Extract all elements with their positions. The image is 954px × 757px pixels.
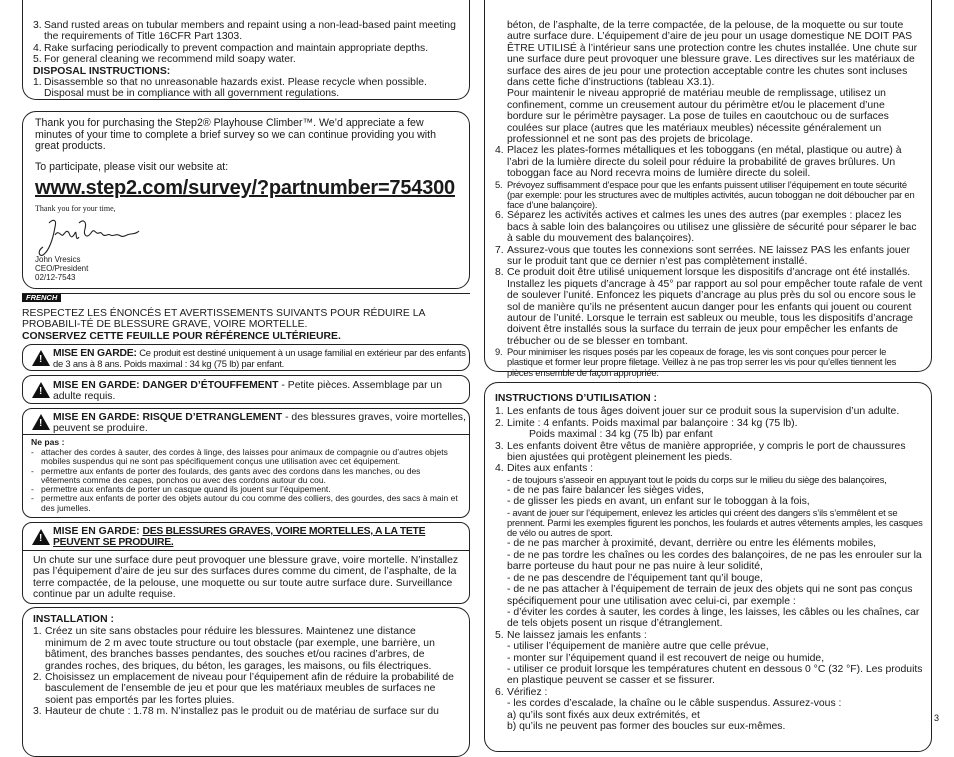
bullet-dash: -	[31, 493, 34, 504]
list-item	[495, 508, 923, 539]
warning-text: - des blessures graves, voire mortelles, peuvent se produire.	[53, 412, 466, 435]
item-number	[495, 607, 507, 630]
item-text: Rake surfacing periodically to prevent compaction and maintain appropriate depths.	[44, 42, 429, 54]
item-number: 1.	[33, 626, 42, 638]
item-number	[495, 710, 507, 721]
list-item	[495, 406, 923, 417]
item-text: - de glisser les pieds en avant, un enfant sur le toboggan à la fois,	[507, 496, 810, 508]
list-item	[495, 267, 923, 347]
warning-text: Ce produit est destiné uniquement à un usage familial en extérieur par des enfants de 3 ans à 8 ans. Poids maximal : 34 kg (75 lb) par enfant.	[53, 347, 466, 370]
list-item	[495, 630, 923, 641]
item-text: Vérifiez :	[507, 686, 548, 698]
item-number: 9.	[495, 346, 503, 358]
item-text: - utiliser l’équipement de manière autre que celle prévue,	[507, 641, 769, 653]
ne-pas-text: permettre aux enfants de porter un casque quand ils jouent sur l’équipement.	[41, 484, 331, 495]
item-text: Hauteur de chute : 1.78 m. N’installez pas le produit ou de matériau de surface sur du	[45, 706, 439, 718]
list-item	[495, 538, 923, 549]
item-number	[495, 721, 507, 732]
installation-box	[22, 607, 470, 757]
item-text: - les cordes d’escalade, la chaîne ou le câble suspendus. Assurez-vous :	[507, 698, 842, 710]
list-item	[495, 550, 923, 573]
bullet-dash: -	[31, 484, 34, 495]
bullet-dash: -	[31, 465, 34, 476]
item-text: Les enfants doivent être vêtus de manière appropriée, y compris le port de chaussures bien ajustées qui protègent pleinement les pieds.	[507, 440, 906, 464]
disposal-title: DISPOSAL INSTRUCTIONS:	[33, 65, 171, 77]
item-number: 4.	[495, 145, 504, 157]
survey-url-link[interactable]: www.step2.com/survey/?partnumber=754300	[35, 177, 455, 200]
item-number	[495, 550, 507, 573]
item-text: Assurez-vous que toutes les connexions sont serrées. NE laissez PAS les enfants jouer sur le produit tant que ce dernier n’est pas complètement installé.	[507, 244, 910, 267]
item-text: - monter sur l’équipement quand il est recouvert de neige ou humide,	[507, 652, 825, 664]
list-item	[495, 641, 923, 652]
usage-title: INSTRUCTIONS D’UTILISATION :	[495, 393, 658, 404]
item-number: 6.	[495, 686, 504, 698]
list-item	[495, 607, 923, 630]
item-number	[495, 508, 507, 539]
item-text: Prévoyez suffisamment d’espace pour que les enfants puissent utiliser l’équipement en toute sécurité (par exemple: pour les structures avec de multiples activités, aucun toboggan ne doit déboucher par en face d’une balançoire).	[507, 178, 915, 211]
warning-label: MISE EN GARDE:	[53, 526, 140, 537]
warning-usage-box	[22, 344, 470, 371]
signer-title: CEO/President	[35, 264, 89, 273]
item-number: 2.	[495, 417, 504, 429]
list-item	[33, 20, 459, 43]
warning-head-injury-box	[22, 522, 470, 604]
page-number: 3	[934, 713, 940, 723]
warning-triangle-icon: !	[32, 382, 50, 398]
usage-instructions-box	[484, 382, 932, 752]
warning-label: MISE EN GARDE: RISQUE D’ETRANGLEMENT	[53, 412, 283, 423]
item-number	[495, 496, 507, 507]
list-item	[495, 664, 923, 687]
list-item	[495, 429, 923, 440]
ne-pas-item	[31, 494, 461, 513]
item-text: Ne laissez jamais les enfants :	[507, 629, 647, 641]
list-item	[495, 584, 923, 607]
list-item	[495, 687, 923, 698]
item-text: - de ne pas faire balancer les sièges vides,	[507, 485, 704, 497]
item-text: b) qu’ils ne peuvent pas former des boucles sur eux-mêmes.	[507, 720, 786, 732]
list-item	[495, 475, 923, 485]
survey-box	[22, 111, 470, 289]
list-item	[495, 347, 923, 378]
installation-cont-text: béton, de l’asphalte, de la terre compactée, de la pelouse, de la moquette ou sur toute autre surface dure. L’équipement d’aire de jeu pour un usage domestique NE DOIT PAS ÊTRE UTILISÉ à l’intérieur sans une protection contre les chutes installée. Une chute sur une surface dure peut provoquer une blessure grave. Les directives sur les matériaux de surface des aires de jeu pour une protection acceptable contre les chutes sont incluses dans cette fiche d’instructions (tableau X3.1).	[507, 20, 918, 89]
list-item	[495, 145, 923, 179]
ne-pas-text: permettre aux enfants de porter des objets autour du cou comme des colliers, des gourdes, des sacs à main et des jumelles.	[41, 493, 458, 513]
survey-intro: Thank you for purchasing the Step2® Playhouse Climber™. We’d appreciate a few minutes of your time to complete a brief survey so we can continue providing you with great products.	[35, 117, 436, 153]
item-number	[495, 653, 507, 664]
item-text: Placez les plates-formes métalliques et les toboggans (en métal, plastique ou autre) à l’abri de la lumière directe du soleil pour réduire la probabilité de graves brûlures. Un toboggan face au Nord recevra moins de lumière directe du soleil.	[507, 145, 902, 180]
warning-text: - Petite pièces. Assemblage par un adulte requis.	[53, 380, 442, 403]
list-item	[495, 245, 923, 268]
item-text: Limite : 4 enfants. Poids maximal par balançoire : 34 kg (75 lb).	[507, 417, 798, 429]
warning-triangle-icon: !	[32, 350, 50, 366]
installation-list-continued	[495, 145, 923, 377]
list-item	[33, 626, 459, 672]
item-number: 6.	[495, 210, 504, 222]
warning-label: MISE EN GARDE: DANGER D’ÉTOUFFEMENT	[53, 380, 279, 391]
item-text: - d’éviter les cordes à sauter, les cordes à linge, les laisses, les câbles ou les chaînes, car de tels objets posent un risque d’étranglement.	[507, 606, 920, 630]
list-item	[33, 706, 459, 717]
item-number: 4.	[33, 42, 42, 54]
list-item	[495, 485, 923, 496]
item-number	[495, 573, 507, 584]
item-number: 2.	[33, 672, 42, 684]
item-text: For general cleaning we recommend mild soapy water.	[44, 54, 296, 66]
item-text: Sand rusted areas on tubular members and repaint using a non-lead-based paint meeting the requirements of Title 16CFR Part 1303.	[44, 20, 456, 43]
item-number: 5.	[495, 178, 503, 190]
item-text: - de ne pas marcher à proximité, devant, derrière ou entre les éléments mobiles,	[507, 538, 877, 550]
item-text: - de ne pas descendre de l’équipement tant qu’il bouge,	[507, 572, 763, 584]
warning-label: MISE EN GARDE:	[53, 348, 137, 359]
item-number: 7.	[495, 244, 504, 256]
item-number: 8.	[495, 267, 504, 279]
ne-pas-text: permettre aux enfants de porter des foulards, des gants avec des cordons dans les manches, ou des vêtements comme des capes, ponchos ou avec des cordons autour du cou.	[41, 465, 421, 485]
list-item	[33, 672, 459, 706]
head-injury-body: Un chute sur une surface dure peut provoquer une blessure grave, voire mortelle. N’installez pas l’équipement d’aire de jeu sur des surfaces dures comme du ciment, de l’asphalte, de la terre compactée, de la pelouse, une moquette ou sur toute autre surface dure. Surveillance continue par un adulte requise.	[33, 555, 459, 601]
item-number: 3.	[495, 440, 504, 452]
bullet-dash: -	[31, 447, 34, 457]
item-text: Séparez les activités actives et calmes les unes des autres (par exemples : placez les bacs à sable loin des balançoires ou utilisez une glissière de sécurité pour séparer le bac à sable du mouvement des balançoires).	[507, 210, 917, 245]
item-text: a) qu’ils sont fixés aux deux extrémités, et	[507, 709, 700, 721]
item-text: Choisissez un emplacement de niveau pour l’équipement afin de réduire la probabilité de basculement de l’ensemble de jeu et pour que les matériaux meubles de surfaces ne soient pas emportés par les fortes pluies.	[45, 672, 454, 706]
ne-pas-text: attacher des cordes à sauter, des cordes à linge, des laisses pour animaux de compagnie ou d’autres objets mobiles suspendus qui ne sont pas spécifiquement conçus une utilisation avec cet équipement.	[41, 447, 448, 467]
list-item	[495, 210, 923, 244]
signer-date: 02/12-7543	[35, 273, 76, 282]
ne-pas-label: Ne pas :	[31, 437, 65, 447]
ne-pas-list	[31, 448, 461, 513]
list-item	[495, 180, 923, 211]
list-item	[495, 573, 923, 584]
item-text: Les enfants de tous âges doivent jouer sur ce produit sous la supervision d’un adulte.	[507, 406, 900, 418]
item-number	[495, 584, 507, 607]
french-section-divider	[22, 293, 470, 303]
usage-list	[495, 406, 923, 732]
french-intro: RESPECTEZ LES ÉNONCÉS ET AVERTISSEMENTS SUIVANTS POUR RÉDUIRE LA PROBABILI-TÉ DE BLESSURE GRAVE, VOIRE MORTELLE. CONSERVEZ CETTE FEUILLE POUR RÉFÉRENCE ULTÉRIEURE.	[22, 308, 425, 342]
item-text: - de toujours s’asseoir en appuyant tout le poids du corps sur le milieu du siège des balançoires,	[507, 473, 887, 485]
warning-triangle-icon: !	[32, 414, 50, 430]
list-item	[495, 721, 923, 732]
item-text: Dites aux enfants :	[507, 463, 594, 475]
survey-thanks: Thank you for your time,	[35, 204, 116, 214]
item-text: - de ne pas attacher à l’équipement de terrain de jeux des objets qui ne sont pas conçus spécifiquement pour une utilisation avec celui-ci, par exemple :	[507, 584, 913, 607]
item-number	[495, 664, 507, 687]
installation-title: INSTALLATION :	[33, 614, 114, 625]
item-text: Ce produit doit être utilisé uniquement lorsque les dispositifs d’ancrage ont été installés. Installez les piquets d’ancrage à 45° par rapport au sol pour empêcher toute rafale de vent de soulever l’unité. Enfoncez les piquets d’ancrage au plus près du sol ou encore sous le sol de manière qu’ils ne présentent aucun danger pour les enfants qui jouent ou courent autour de l’unité. Lorsque le terrain est sableux ou meuble, tous les dispositifs d’ancrage doivent être installés sous la surface du terrain de jeux pour empêcher les enfants de trébucher ou de se blesser en tombant.	[507, 267, 923, 347]
warning-text: DES BLESSURES GRAVES, VOIRE MORTELLES, A LA TETE PEUVENT SE PRODUIRE.	[53, 526, 426, 549]
item-number	[495, 429, 529, 440]
item-text: - avant de jouer sur l’équipement, enlevez les articles qui créent des dangers s’ils s’emmêlent et se prennent. Parmi les exemples figurent les ponchos, les foulards et autres vêtements amples, les casques de vélo ou autres de sport.	[507, 506, 923, 539]
item-text: Pour minimiser les risques posés par les copeaux de forage, les vis sont conçues pour percer le plastique et former leur propre filetage. Veillez à ne pas trop serrer les vis pour qu’elles tiennent les pièces ensemble de façon appropriée.	[507, 346, 897, 378]
disposal-item: 1. Disassemble so that no unreasonable hazards exist. Please recycle when possible. Disposal must be in compliance with all government regulations.	[33, 77, 427, 100]
list-item	[495, 698, 923, 709]
installation-list	[33, 626, 459, 717]
item-number	[495, 485, 507, 496]
item-text: - de ne pas tordre les chaînes ou les cordes des balançoires, de ne pas les enrouler sur la barre porteuse du haut pour ne pas nuire à leur solidité,	[507, 549, 922, 573]
warning-choking-box	[22, 375, 470, 404]
list-item	[495, 441, 923, 464]
item-number: 5.	[33, 54, 42, 66]
installation-cont-text-2: Pour maintenir le niveau approprié de matériau meuble de remplissage, utilisez un confinement, comme un creusement autour du périmètre et/ou le placement d’une bordure sur le périmètre paysager. La pose de tuiles en caoutchouc ou de surfaces coulées sur place (autres que les matériaux meubles) nécessite généralement un professionnel et ne sont pas des projets de bricolage.	[507, 88, 889, 146]
warning-strangulation-box	[22, 408, 470, 518]
item-number: 5.	[495, 629, 504, 641]
maintenance-list	[33, 20, 459, 66]
item-number: 1.	[495, 406, 504, 418]
item-number	[495, 538, 507, 549]
list-item	[495, 653, 923, 664]
list-item	[495, 710, 923, 721]
item-number: 3.	[33, 706, 42, 718]
item-text: Créez un site sans obstacles pour réduire les blessures. Maintenez une distance minimum de 2 m avec toute structure ou tout obstacle (par exemple, une barrière, un bâtiment, des branches basses pendantes, des souches et/ou racines d’arbres, de grandes roches, des briques, du béton, les garages, les maisons, ou fils électriques.	[45, 626, 435, 672]
item-text: - utiliser ce produit lorsque les températures chutent en dessous 0 °C (32 °F). Les produits en plastique peuvent se casser et se fissurer.	[507, 663, 923, 687]
list-item	[33, 43, 459, 54]
item-number	[495, 641, 507, 652]
list-item	[33, 54, 459, 65]
survey-participate: To participate, please visit our website at:	[35, 160, 229, 173]
ne-pas-item	[31, 448, 461, 467]
item-number: 4.	[495, 463, 504, 475]
french-label: FRENCH	[22, 294, 61, 302]
item-text: Poids maximal : 34 kg (75 lb) par enfant	[529, 429, 713, 441]
warning-triangle-icon: !	[32, 529, 50, 545]
item-number: 3.	[33, 20, 42, 31]
item-number	[495, 475, 507, 485]
signer-name: John Vresics	[35, 255, 81, 264]
list-item	[495, 418, 923, 429]
item-number	[495, 698, 507, 709]
ne-pas-item	[31, 467, 461, 486]
installation-continued-box	[484, 0, 932, 378]
maintenance-box	[22, 0, 470, 100]
